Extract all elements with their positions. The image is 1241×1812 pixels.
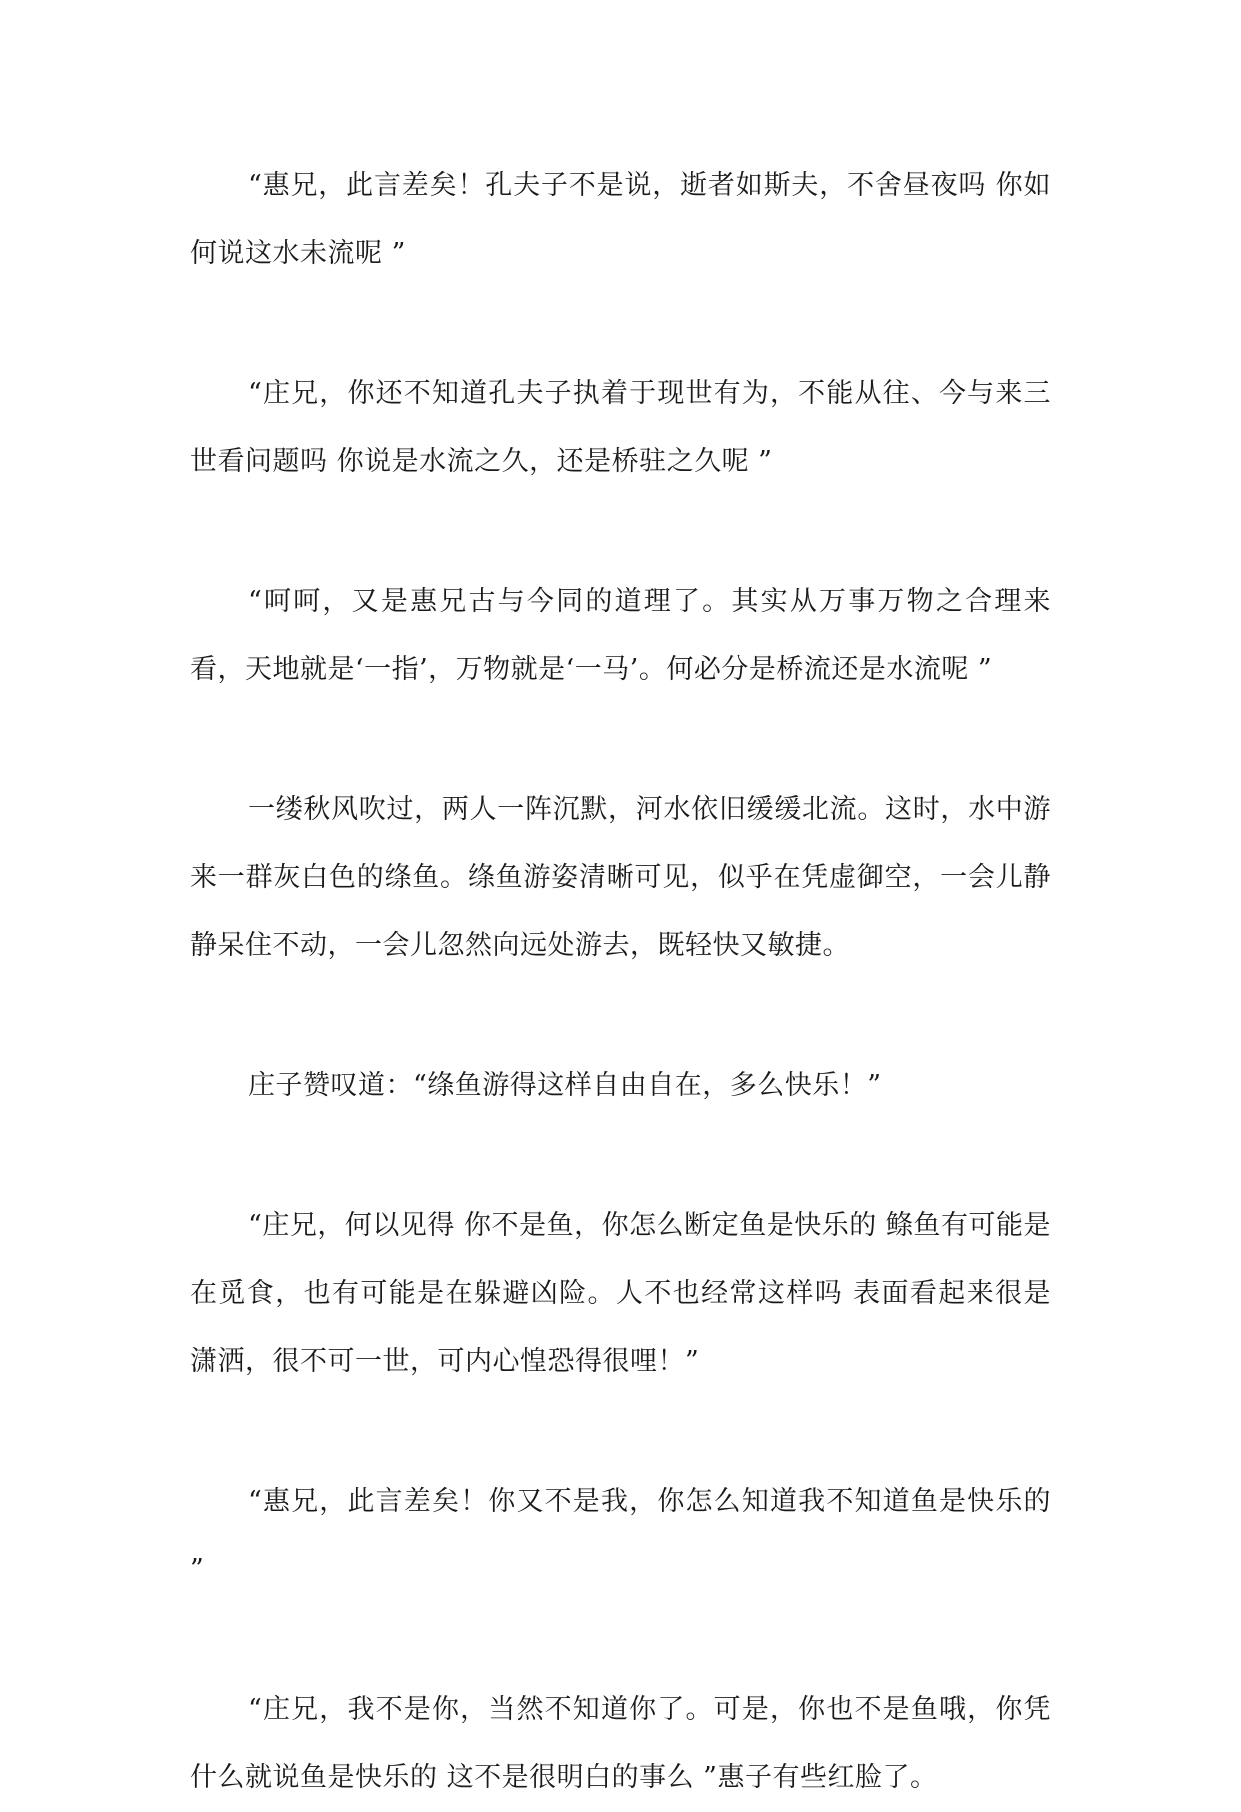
paragraph-6: “庄兄，何以见得 你不是鱼，你怎么断定鱼是快乐的 鲦鱼有可能是在觅食，也有可能是在躲避凶险。人不也经常这样吗 表面看起来很是潇洒，很不可一世，可内心惶恐得很哩！” (190, 1210, 1051, 1377)
paragraph-5: 庄子赞叹道：“绦鱼游得这样自由自在，多么快乐！” (248, 1070, 882, 1101)
paragraph-7: “惠兄，此言差矣！你又不是我，你怎么知道我不知道鱼是快乐的 ” (190, 1486, 1051, 1585)
paragraph-8: “庄兄，我不是你，当然不知道你了。可是，你也不是鱼哦，你凭什么就说鱼是快乐的 这不是很明白的事么 ”惠子有些红脸了。 (190, 1694, 1051, 1793)
paragraph-3: “呵呵，又是惠兄古与今同的道理了。其实从万事万物之合理来看，天地就是‘一指’，万物就是‘一马’。何必分是桥流还是水流呢 ” (190, 586, 1051, 685)
paragraph-2: “庄兄，你还不知道孔夫子执着于现世有为，不能从往、今与来三世看问题吗 你说是水流之久，还是桥驻之久呢 ” (190, 378, 1051, 477)
paragraph-1: “惠兄，此言差矣！孔夫子不是说，逝者如斯夫，不舍昼夜吗 你如何说这水未流呢 ” (190, 170, 1051, 269)
paragraph-4: 一缕秋风吹过，两人一阵沉默，河水依旧缓缓北流。这时，水中游来一群灰白色的绦鱼。绦鱼游姿清晰可见，似乎在凭虚御空，一会儿静静呆住不动，一会儿忽然向远处游去，既轻快又敏捷。 (190, 794, 1051, 961)
